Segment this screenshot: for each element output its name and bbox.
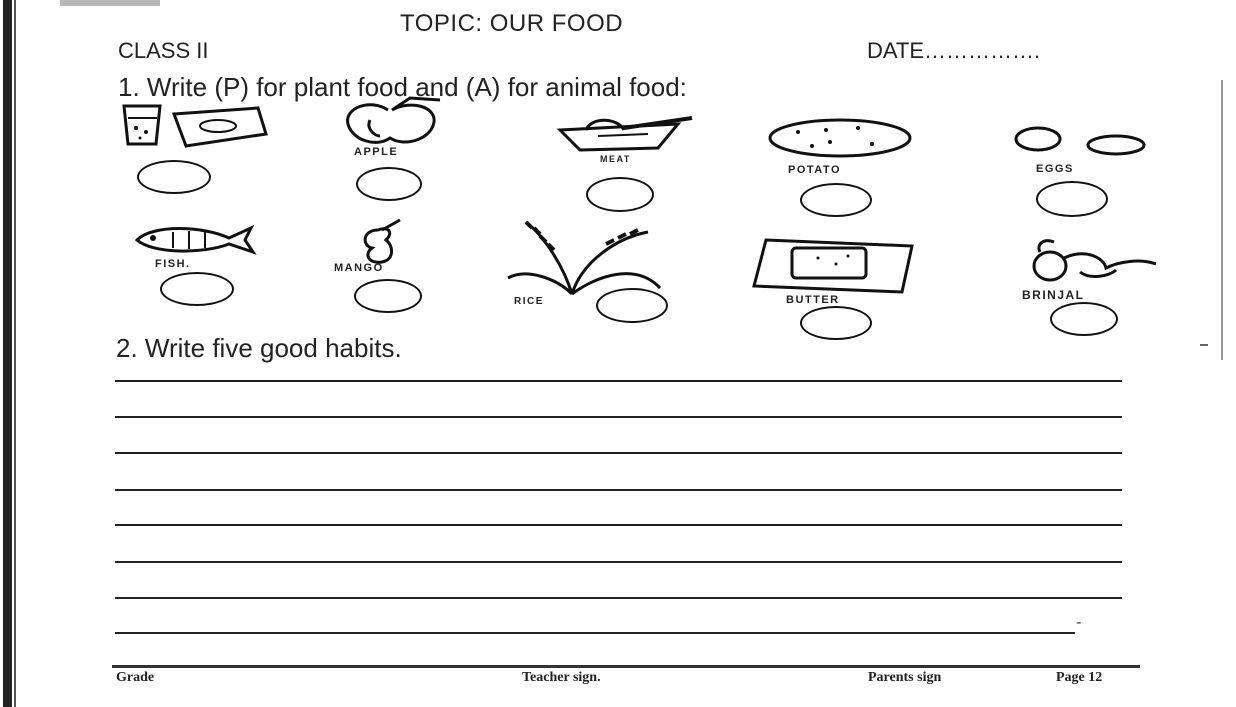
date-label: DATE……………. bbox=[867, 38, 1041, 63]
food-label-brinjal: BRINJAL bbox=[1022, 288, 1085, 302]
footer-page-number: Page 12 bbox=[1056, 670, 1103, 685]
answer-line[interactable] bbox=[115, 452, 1122, 454]
answer-circle-eggs[interactable] bbox=[1036, 181, 1108, 217]
butter-icon bbox=[752, 234, 912, 294]
answer-line[interactable] bbox=[115, 380, 1122, 382]
food-label-apple: APPLE bbox=[354, 146, 399, 158]
trailing-mark: - bbox=[1076, 614, 1082, 631]
footer-grade: Grade bbox=[116, 670, 155, 685]
food-label-butter: BUTTER bbox=[786, 294, 840, 306]
apple-icon bbox=[340, 98, 450, 148]
answer-circle-mango[interactable] bbox=[354, 279, 422, 313]
answer-line[interactable] bbox=[115, 561, 1122, 563]
packaged-food-icon bbox=[118, 100, 268, 150]
food-label-potato: POTATO bbox=[788, 164, 841, 176]
potato-icon bbox=[768, 118, 918, 160]
food-label-rice: RICE bbox=[514, 296, 544, 307]
answer-circle-potato[interactable] bbox=[800, 183, 872, 217]
scan-smudge bbox=[60, 0, 160, 6]
answer-circle-fish[interactable] bbox=[160, 272, 234, 306]
footer-teacher-sign: Teacher sign. bbox=[522, 670, 601, 685]
answer-circle-brinjal[interactable] bbox=[1050, 302, 1118, 336]
food-label-mango: MANGO bbox=[334, 262, 384, 274]
binding-border-inner bbox=[14, 0, 16, 707]
answer-circle-butter[interactable] bbox=[800, 306, 872, 340]
scan-edge-mark bbox=[1200, 344, 1208, 346]
footer-rule bbox=[112, 665, 1140, 668]
answer-line[interactable] bbox=[115, 524, 1122, 526]
class-label: CLASS II bbox=[118, 38, 209, 63]
answer-line[interactable] bbox=[115, 489, 1122, 491]
answer-circle-packaged[interactable] bbox=[137, 160, 211, 194]
question-1: 1. Write (P) for plant food and (A) for animal food: bbox=[118, 72, 687, 102]
answer-circle-rice[interactable] bbox=[596, 288, 668, 323]
food-label-eggs: EGGS bbox=[1036, 163, 1074, 175]
fish-icon bbox=[133, 226, 258, 254]
answer-line[interactable] bbox=[115, 416, 1122, 418]
answer-line[interactable] bbox=[115, 632, 1075, 634]
footer-parents-sign: Parents sign bbox=[868, 670, 942, 685]
binding-border bbox=[3, 0, 12, 707]
rice-icon bbox=[506, 218, 666, 296]
answer-line[interactable] bbox=[115, 597, 1122, 599]
worksheet-title: TOPIC: OUR FOOD bbox=[400, 10, 624, 37]
food-label-meat: MEAT bbox=[600, 154, 631, 164]
meat-icon bbox=[558, 112, 698, 154]
answer-circle-meat[interactable] bbox=[586, 177, 654, 212]
food-label-fish: FISH. bbox=[155, 258, 191, 270]
answer-circle-apple[interactable] bbox=[356, 167, 422, 201]
eggs-icon bbox=[1012, 125, 1152, 157]
scan-edge-line bbox=[1221, 80, 1223, 360]
brinjal-icon bbox=[1020, 236, 1160, 286]
mango-icon bbox=[334, 220, 434, 264]
question-2: 2. Write five good habits. bbox=[116, 333, 402, 363]
